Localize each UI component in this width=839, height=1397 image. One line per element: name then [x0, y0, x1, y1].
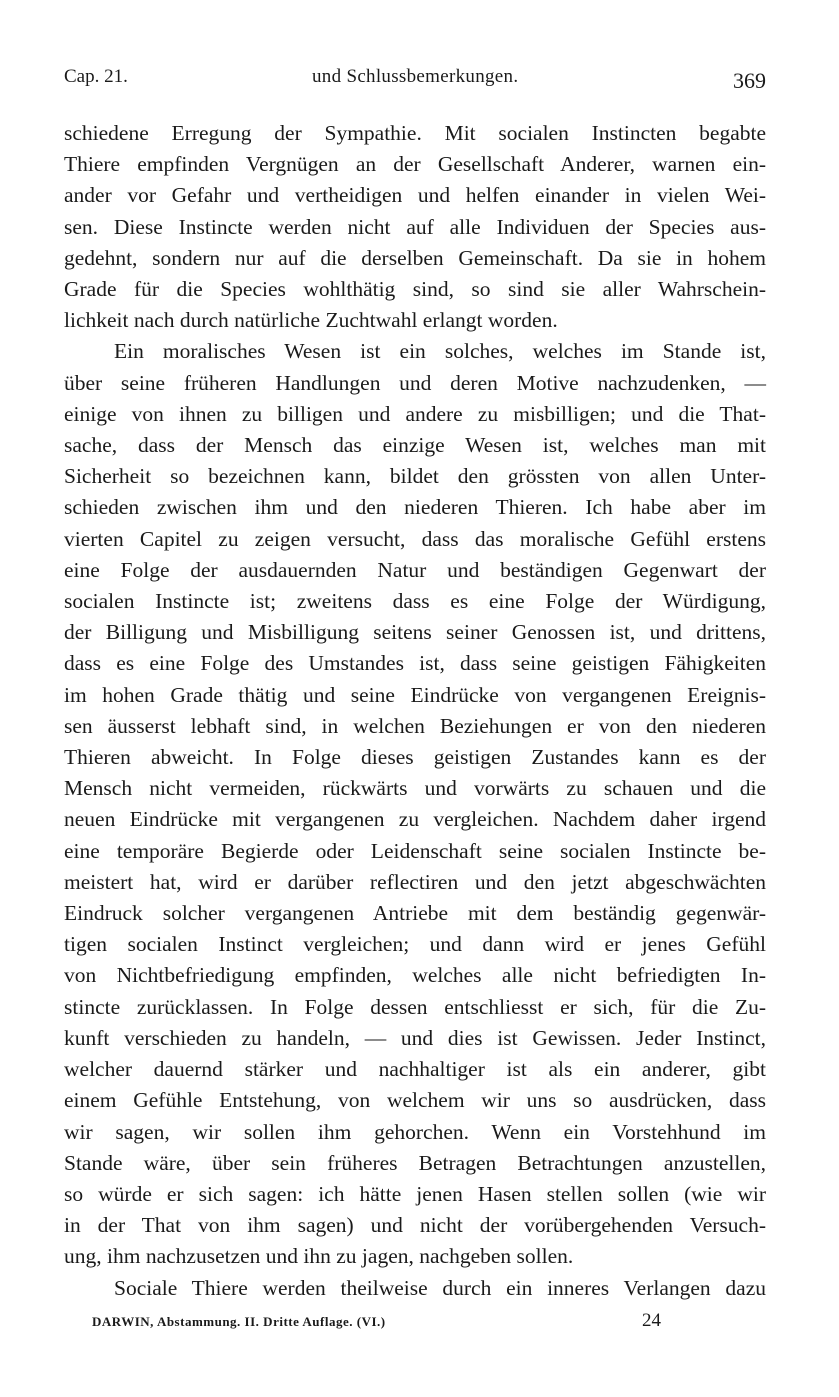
- running-title: und Schlussbemerkungen.: [312, 66, 519, 87]
- text-line: welcher dauernd stärker und nachhaltiger ist als ein anderer, gibt: [64, 1057, 766, 1082]
- chapter-label: Cap. 21.: [64, 66, 128, 87]
- text-line: sache, dass der Mensch das einzige Wesen ist, welches man mit: [64, 433, 766, 458]
- text-line: sen äusserst lebhaft sind, in welchen Beziehungen er von den niederen: [64, 713, 766, 738]
- text-line: der Billigung und Misbilligung seitens seiner Genossen ist, und drittens,: [64, 620, 766, 645]
- text-line: gedehnt, sondern nur auf die derselben Gemeinschaft. Da sie in hohem: [64, 245, 766, 270]
- text-line: in der That von ihm sagen) und nicht der vorübergehenden Versuch-: [64, 1213, 766, 1238]
- page-number: 369: [733, 68, 766, 93]
- text-line: kunft verschieden zu handeln, — und dies ist Gewissen. Jeder Instinct,: [64, 1025, 766, 1050]
- text-line: so würde er sich sagen: ich hätte jenen Hasen stellen sollen (wie wir: [64, 1181, 766, 1206]
- text-line: im hohen Grade thätig und seine Eindrücke von vergangenen Ereignis-: [64, 682, 766, 707]
- text-line: einem Gefühle Entstehung, von welchem wir uns so ausdrücken, dass: [64, 1088, 766, 1113]
- text-line: meistert hat, wird er darüber reflectiren und den jetzt abgeschwächten: [64, 869, 766, 894]
- text-line: vierten Capitel zu zeigen versucht, dass das moralische Gefühl erstens: [64, 526, 766, 551]
- text-line: schiedene Erregung der Sympathie. Mit socialen Instincten begabte: [64, 121, 766, 145]
- text-line: neuen Eindrücke mit vergangenen zu vergleichen. Nachdem daher irgend: [64, 807, 766, 832]
- text-line: über seine früheren Handlungen und deren Motive nachzudenken, —: [64, 370, 766, 395]
- text-line: dass es eine Folge des Umstandes ist, dass seine geistigen Fähigkeiten: [64, 651, 766, 676]
- text-line: Eindruck solcher vergangenen Antriebe mit dem beständig gegenwär-: [64, 901, 766, 926]
- text-line: schieden zwischen ihm und den niederen Thieren. Ich habe aber im: [64, 495, 766, 520]
- sheet-signature: DARWIN, Abstammung. II. Dritte Auflage. (VI.): [92, 1313, 386, 1329]
- text-line: socialen Instincte ist; zweitens dass es eine Folge der Würdigung,: [64, 589, 766, 614]
- text-line: wir sagen, wir sollen ihm gehorchen. Wenn ein Vorstehhund im: [64, 1119, 766, 1144]
- text-line: einige von ihnen zu billigen und andere zu misbilligen; und die That-: [64, 401, 766, 426]
- text-line: Thieren abweicht. In Folge dieses geistigen Zustandes kann es der: [64, 745, 766, 770]
- text-line: von Nichtbefriedigung empfinden, welches alle nicht befriedigten In-: [64, 963, 766, 988]
- page-footer: [64, 1310, 766, 1334]
- text-line: eine temporäre Begierde oder Leidenschaft seine socialen Instincte be-: [64, 838, 766, 863]
- text-line: stincte zurücklassen. In Folge dessen entschliesst er sich, für die Zu-: [64, 994, 766, 1019]
- running-header: [64, 62, 766, 96]
- text-line: Grade für die Species wohlthätig sind, so sind sie aller Wahrschein-: [64, 277, 766, 302]
- text-line: Ein moralisches Wesen ist ein solches, welches im Stande ist,: [114, 339, 766, 364]
- text-line: sen. Diese Instincte werden nicht auf alle Individuen der Species aus-: [64, 214, 766, 239]
- text-line: Stande wäre, über sein früheres Betragen Betrachtungen anzustellen,: [64, 1150, 766, 1175]
- text-line: ung, ihm nachzusetzen und ihn zu jagen, nachgeben sollen.: [64, 1244, 574, 1269]
- text-line: eine Folge der ausdauernden Natur und beständigen Gegenwart der: [64, 557, 766, 582]
- text-line: Mensch nicht vermeiden, rückwärts und vorwärts zu schauen und die: [64, 776, 766, 801]
- book-page: [64, 62, 766, 1334]
- text-line: tigen socialen Instinct vergleichen; und dann wird er jenes Gefühl: [64, 932, 766, 957]
- text-line: ander vor Gefahr und vertheidigen und helfen einander in vielen Wei-: [64, 183, 766, 208]
- text-line: Thiere empfinden Vergnügen an der Gesellschaft Anderer, warnen ein-: [64, 152, 766, 177]
- body-text: [64, 118, 766, 1304]
- sheet-number: 24: [642, 1309, 661, 1331]
- text-line: Sicherheit so bezeichnen kann, bildet den grössten von allen Unter-: [64, 464, 766, 489]
- text-line: lichkeit nach durch natürliche Zuchtwahl erlangt worden.: [64, 308, 558, 333]
- text-line: Sociale Thiere werden theilweise durch ein inneres Verlangen dazu: [114, 1275, 766, 1300]
